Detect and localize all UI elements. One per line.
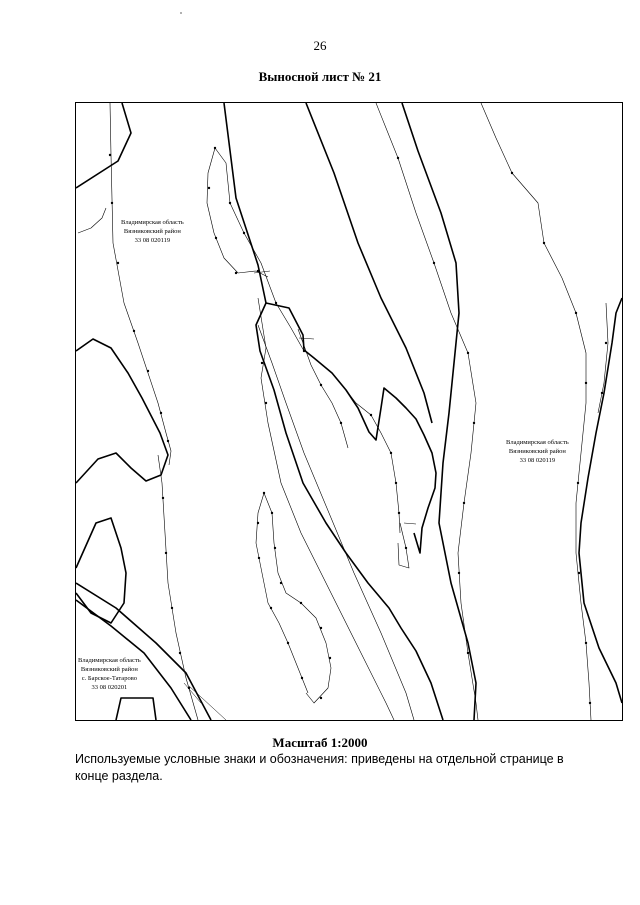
region-label-right: Владимирская область Вязниковский район 33 08 020119 (506, 439, 569, 464)
map-frame (75, 102, 623, 721)
region-label-bottom-left: Владимирская область Вязниковский район с. Барское-Татарово 33 08 020201 (78, 657, 141, 691)
scan-speck (180, 12, 182, 14)
cadastral-map (76, 103, 622, 720)
legend-note: Используемые условные знаки и обозначения: приведены на отдельной странице в конце раздела. (75, 752, 564, 783)
sheet-title: Выносной лист № 21 (258, 69, 382, 84)
contour-lines (78, 103, 608, 720)
region-label-top-left: Владимирская область Вязниковский район 33 08 020119 (121, 219, 184, 244)
leader-marks (184, 271, 416, 720)
bank-boundaries (76, 103, 622, 720)
page-number: 26 (313, 38, 327, 53)
map-scale: Масштаб 1:2000 (272, 735, 368, 750)
